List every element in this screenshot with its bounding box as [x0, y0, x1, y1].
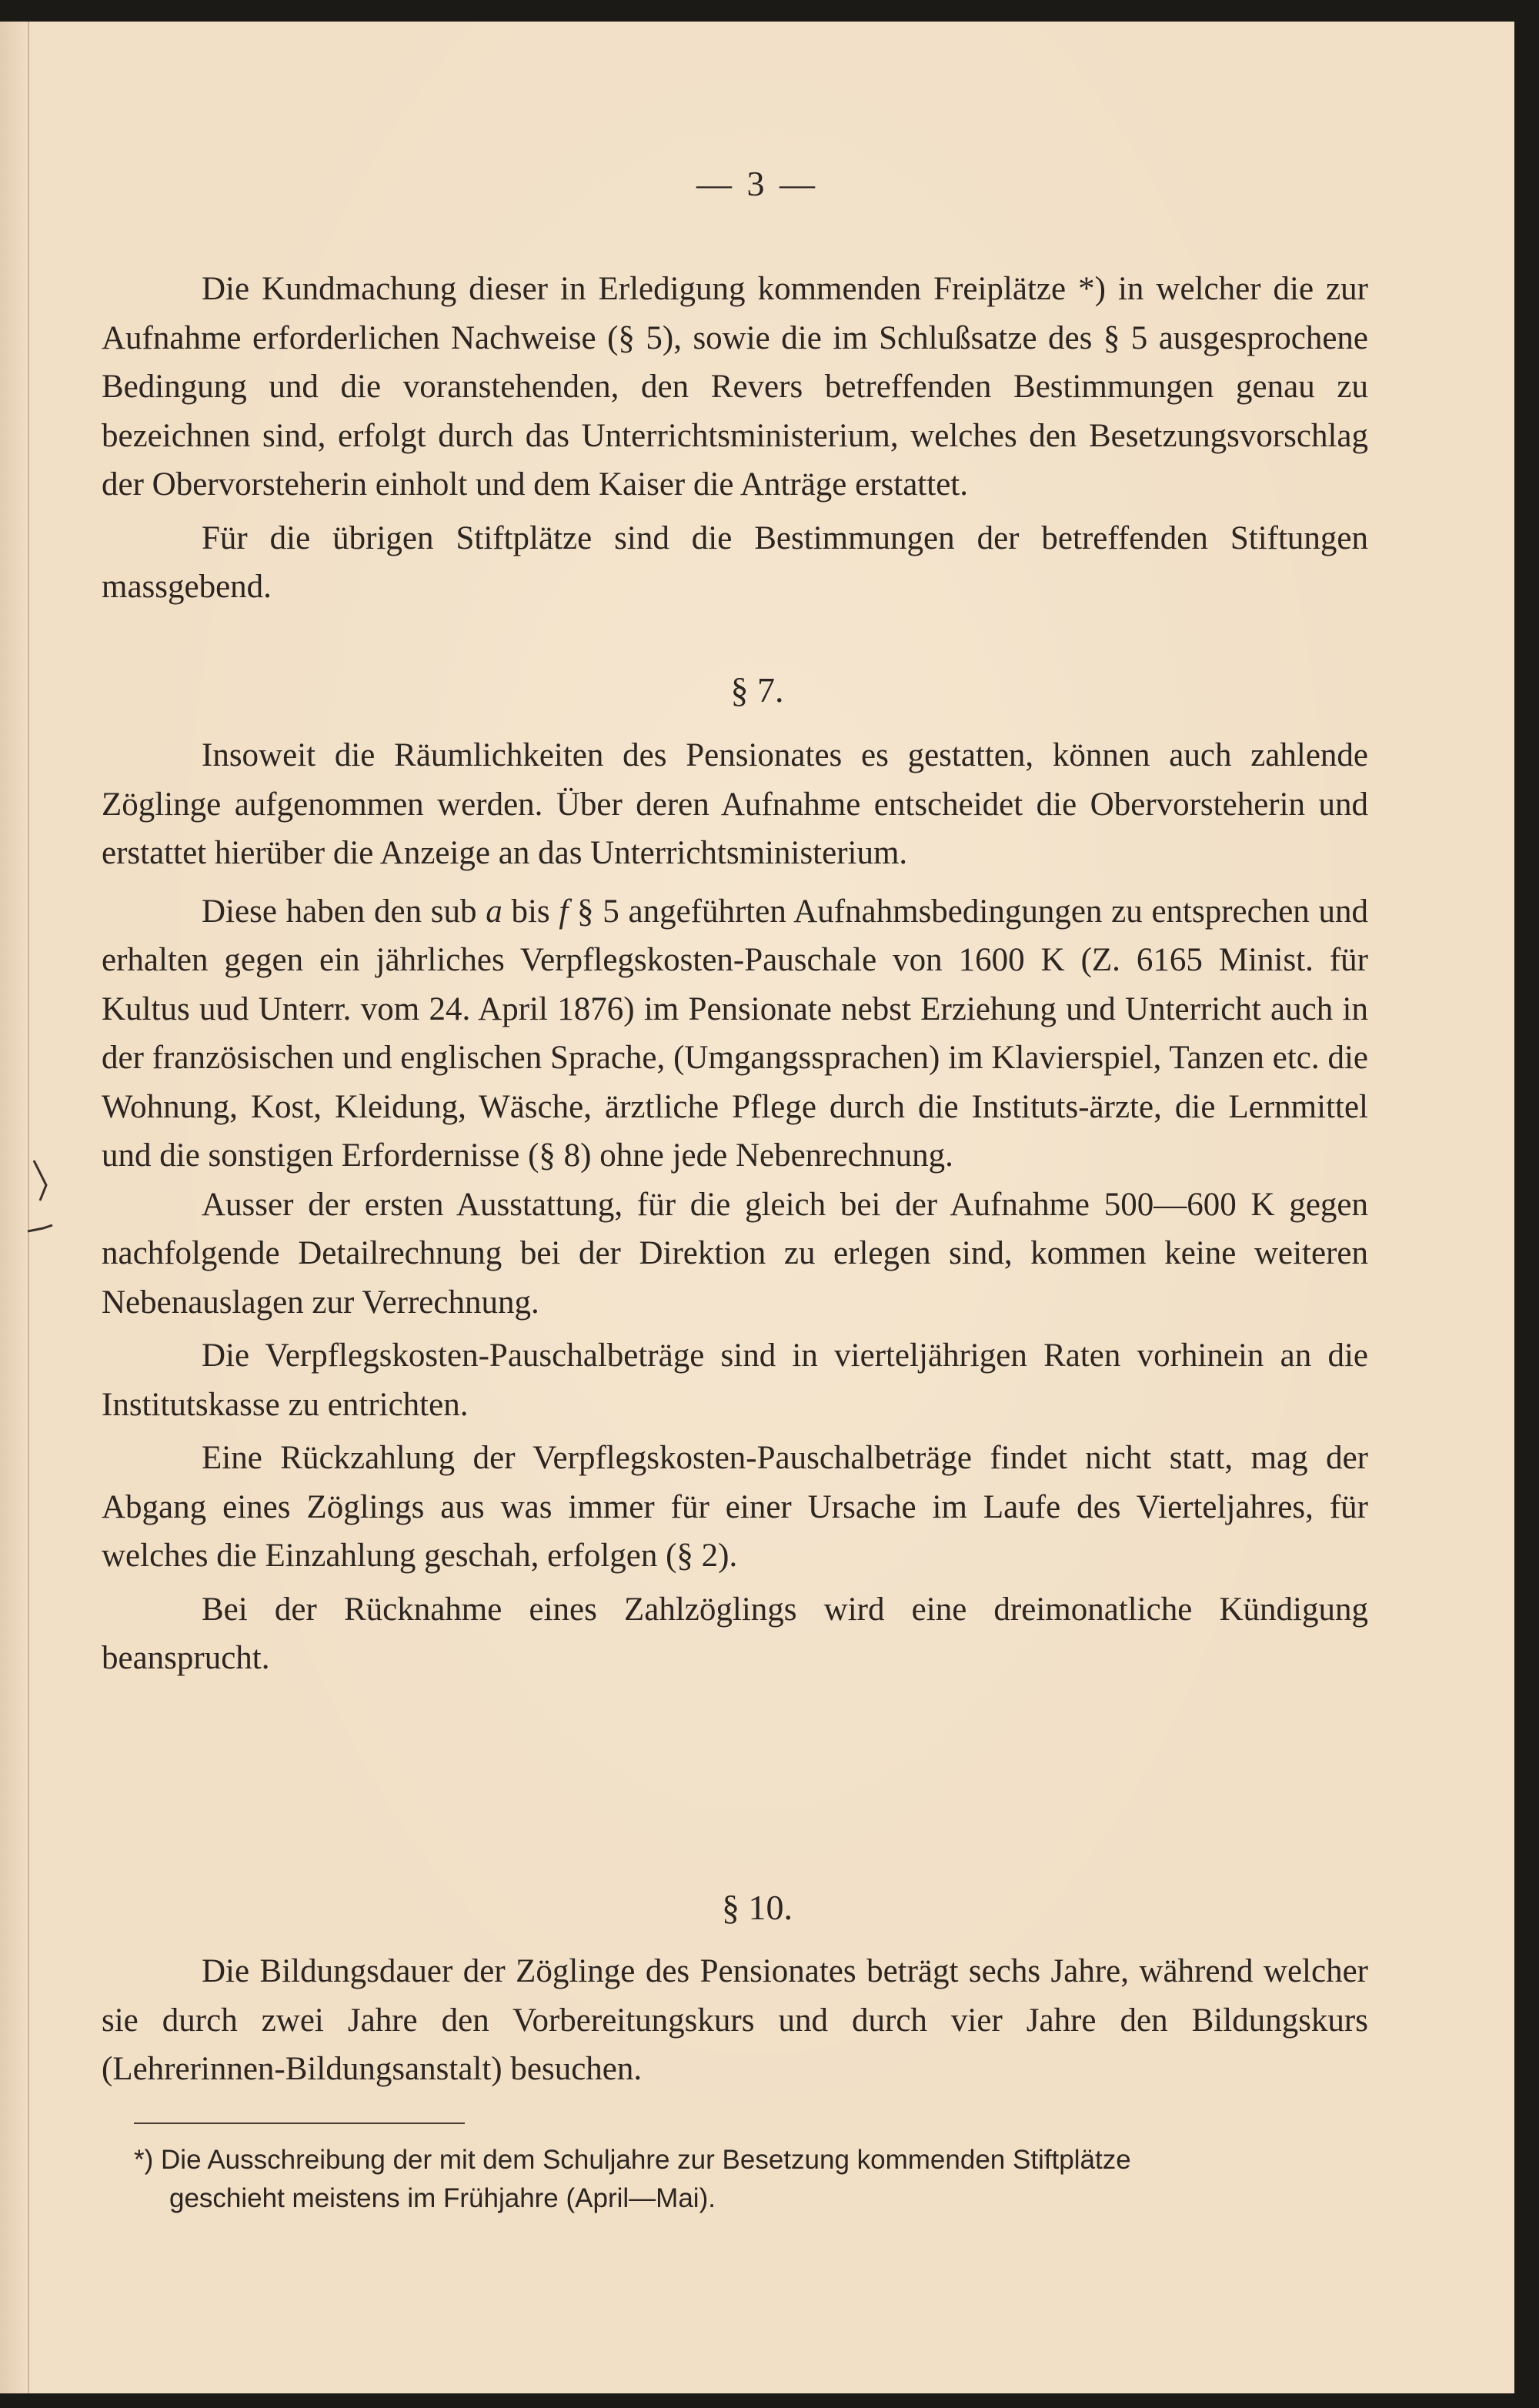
p2-lead: Diese haben den sub [202, 893, 486, 930]
page-number: — 3 — [696, 164, 818, 203]
section-heading-7: § 7. [730, 670, 784, 710]
letter-f: f [559, 893, 569, 930]
footnote-rule [134, 2122, 465, 2124]
section-7-body [102, 731, 1368, 1683]
paragraph-zahlende-zoeglinge: Insoweit die Räumlichkeiten des Pensionates es gestatten, können auch zahlende Zöglinge aufgenommen werden. Über deren Aufnahme entscheidet die Obervorsteherin und erstattet hierüber die Anzeige an das Unterrichtsministerium. [102, 737, 1368, 871]
letter-a: a [486, 893, 502, 930]
section-10-body [102, 1947, 1368, 2094]
paragraph-bildungsdauer: Die Bildungsdauer der Zöglinge des Pensionates beträgt sechs Jahre, während welcher sie durch zwei Jahre den Vorbereitungskurs und durch vier Jahre den Bildungskurs (Lehrerinnen-Bildungsanstalt) besuchen. [102, 1953, 1368, 2087]
section-heading-10: § 10. [722, 1888, 793, 1927]
paragraph-raten: Die Verpflegskosten-Pauschalbeträge sind in vierteljährigen Raten vorhinein an die Institutskasse zu entrichten. [102, 1338, 1368, 1423]
paragraph-stiftplaetze: Für die übrigen Stiftplätze sind die Bestimmungen der betreffenden Stiftungen massgebend. [102, 519, 1368, 605]
paragraph-rueckzahlung: Eine Rückzahlung der Verpflegskosten-Pauschalbeträge findet nicht statt, mag der Abgang eines Zöglings aus was immer für einer Ursache im Laufe des Vierteljahres, für welches die Einzahlung geschah, erfolgen (§ 2). [102, 1440, 1368, 1574]
p2-bis: bis [502, 893, 559, 930]
paragraph-ausstattung: Ausser der ersten Ausstattung, für die gleich bei der Aufnahme 500—600 K gegen nachfolgende Detailrechnung bei der Direktion zu erlegen sind, kommen keine weiteren Nebenauslagen zur Verrechnung. [102, 1186, 1368, 1321]
footnote-line-2: geschieht meistens im Frühjahre (April—Mai). [169, 2183, 716, 2213]
footnote [134, 2141, 1373, 2218]
p2-rest: § 5 angeführten Aufnahmsbedingungen zu entsprechen und erhalten gegen ein jährliches Verpflegskosten-Pauschale von 1600 K (Z. 6165 Minist. für Kultus uud Unterr. vom 24. April 1876) im Pensionate nebst Erziehung und Unterricht auch in der französischen und englischen Sprache, (Umgangssprachen) im Klavierspiel, Tanzen etc. die Wohnung, Kost, Kleidung, Wäsche, ärztliche Pflege durch die Instituts-ärzte, die Lernmittel und die sonstigen Erfordernisse (§ 8) ohne jede Nebenrechnung. [102, 893, 1369, 1174]
paragraph-kuendigung: Bei der Rücknahme eines Zahlzöglings wird eine dreimonatliche Kündigung beansprucht. [102, 1591, 1368, 1676]
paragraph-aufnahmsbedingungen [102, 887, 1368, 1181]
opening-paragraphs [102, 265, 1368, 612]
footnote-line-1: Die Ausschreibung der mit dem Schuljahre zur Besetzung kommenden Stiftplätze [161, 2145, 1131, 2175]
binding-tab-marks [12, 1154, 74, 1247]
footnote-marker: *) [134, 2145, 154, 2175]
paragraph-kundmachung: Die Kundmachung dieser in Erledigung kommenden Freiplätze *) in welcher die zur Aufnahme erforderlichen Nachweise (§ 5), sowie die im Schlußsatze des § 5 ausgesprochene Bedingung und die voranstehenden, den Revers betreffenden Bestimmungen genau zu bezeichnen sind, erfolgt durch das Unterrichtsministerium, welches den Besetzungsvorschlag der Obervorsteherin einholt und dem Kaiser die Anträge erstattet. [102, 271, 1368, 503]
